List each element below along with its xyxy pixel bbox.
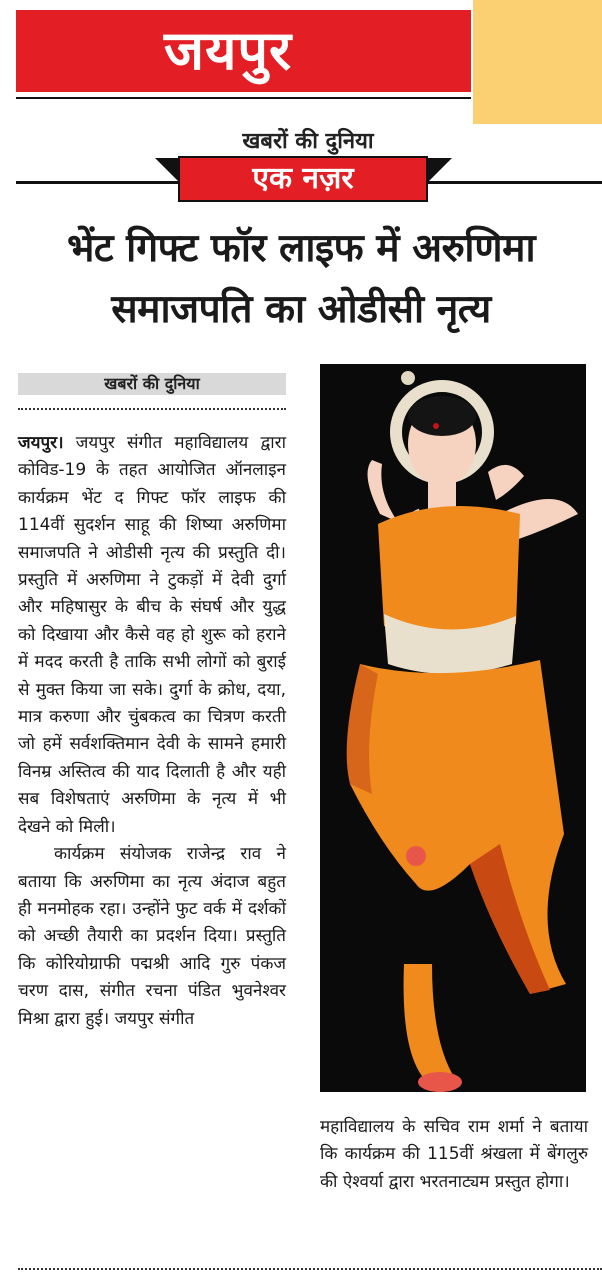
- article-column-right: [320, 1114, 588, 1196]
- left-hand-icon: [368, 460, 399, 522]
- banner-right-wedge: [428, 158, 452, 182]
- masthead-rule: [16, 97, 471, 99]
- masthead: [16, 10, 471, 92]
- banner-left-wedge: [155, 158, 179, 182]
- byline-dotted-rule: [18, 408, 286, 410]
- costume-top-icon: [378, 506, 520, 640]
- crown-ornament-icon: [401, 371, 415, 385]
- odissi-dancer-photo: [320, 364, 586, 1092]
- ek-nazar-banner: [178, 156, 428, 202]
- headline-line-2: समाजपति का ओडीसी नृत्य: [111, 287, 491, 332]
- article-column-left: [18, 430, 286, 1033]
- bottom-dotted-rule: [18, 1268, 602, 1270]
- article-paragraph-3: महाविद्यालय के सचिव राम शर्मा ने बताया कि कार्यक्रम की 115वीं श्रंखला में बेंगलुरु की ऐश्वर्या द्वारा भरतनाट्यम प्रस्तुत होगा।: [320, 1117, 588, 1192]
- headline: [14, 218, 588, 340]
- article-paragraph-2: कार्यक्रम संयोजक राजेन्द्र राव ने बताया कि अरुणिमा का नृत्य अंदाज बहुत ही मनमोहक रहा। उन्होंने फुट वर्क में दर्शकों को अच्छी तैयारी का प्रदर्शन दिया। प्रस्तुति कि कोरियोग्राफी पद्मश्री आदि गुरु पंकज चरण दास, संगीत रचना पंडित भुवनेश्वर मिश्रा द्वारा हुई। जयपुर संगीत: [18, 844, 286, 1029]
- byline: खबरों की दुनिया: [104, 374, 200, 393]
- banner-label: एक नज़र: [252, 161, 354, 196]
- corner-color-block: [473, 0, 602, 124]
- foot-icon: [418, 1072, 462, 1092]
- costume-skirt-icon: [350, 660, 566, 994]
- section-kicker: खबरों की दुनिया: [242, 129, 374, 154]
- right-hand-icon: [488, 465, 524, 500]
- dateline: जयपुर।: [18, 433, 64, 453]
- paragraph-1-text: जयपुर संगीत महाविद्यालय द्वारा कोविड-19 के तहत आयोजित ऑनलाइन कार्यक्रम भेंट द गिफ्ट फॉर लाइफ की 114वीं सुदर्शन साहू की शिष्या अरुणिमा समाजपति ने ओडीसी नृत्य की प्रस्तुति दी। प्रस्तुति में अरुणिमा ने टुकड़ों में देवी दुर्गा और महिषासुर के बीच के संघर्ष और युद्ध को दिखाया और कैसे वह हो शुरू को हराने में मदद करती है ताकि सभी लोगों को बुराई से मुक्त किया जा सके। दुर्गा के क्रोध, दया, मात्र करुणा और चुंबकत्व का चित्रण करती जो हमें सर्वशक्तिमान देवी के सामने हमारी विनम्र अस्तित्व की याद दिलाती है और यही सब विशेषताएं अरुणिमा के नृत्य में भी देखने को मिली।: [18, 433, 286, 837]
- dancer-illustration: [320, 364, 586, 1092]
- masthead-title: जयपुर: [164, 19, 293, 82]
- headline-line-1: भेंट गिफ्ट फॉर लाइफ में अरुणिमा: [66, 226, 536, 271]
- article-paragraph-1: [18, 430, 286, 841]
